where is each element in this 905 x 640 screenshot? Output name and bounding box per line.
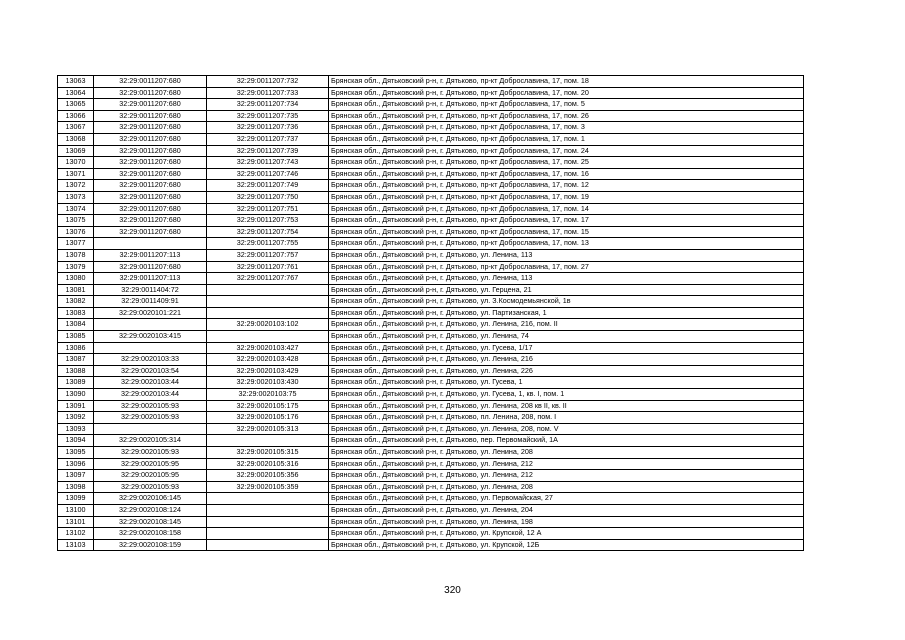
page-number: 320 <box>444 585 461 596</box>
row-number-cell: 13086 <box>58 342 94 354</box>
table-row <box>58 319 804 331</box>
address-cell: Брянская обл., Дятьковский р-н, г. Дятьково, ул. Ленина, 226 <box>329 365 804 377</box>
cadastral-number-cell <box>94 238 207 250</box>
row-number-cell: 13103 <box>58 539 94 551</box>
address-cell: Брянская обл., Дятьковский р-н, г. Дятьково, ул. Ленина, 198 <box>329 516 804 528</box>
cadastral-number-cell: 32:29:0011207:680 <box>94 215 207 227</box>
row-number-cell: 13063 <box>58 76 94 88</box>
address-cell: Брянская обл., Дятьковский р-н, г. Дятьково, пр-кт Доброславина, 17, пом. 12 <box>329 180 804 192</box>
property-table <box>57 75 804 551</box>
row-number-cell: 13083 <box>58 307 94 319</box>
cadastral-number-cell: 32:29:0011207:680 <box>94 157 207 169</box>
object-cadastral-number-cell: 32:29:0011207:751 <box>207 203 329 215</box>
object-cadastral-number-cell: 32:29:0011207:746 <box>207 168 329 180</box>
row-number-cell: 13067 <box>58 122 94 134</box>
table-body <box>58 76 804 551</box>
address-cell: Брянская обл., Дятьковский р-н, г. Дятьково, ул. Ленина, 216, пом. II <box>329 319 804 331</box>
row-number-cell: 13082 <box>58 296 94 308</box>
cadastral-number-cell: 32:29:0020108:145 <box>94 516 207 528</box>
address-cell: Брянская обл., Дятьковский р-н, г. Дятьково, ул. Крупской, 12 А <box>329 528 804 540</box>
object-cadastral-number-cell: 32:29:0011207:767 <box>207 273 329 285</box>
address-cell: Брянская обл., Дятьковский р-н, г. Дятьково, пр-кт Доброславина, 17, пом. 26 <box>329 110 804 122</box>
object-cadastral-number-cell: 32:29:0020103:429 <box>207 365 329 377</box>
object-cadastral-number-cell: 32:29:0011207:733 <box>207 87 329 99</box>
object-cadastral-number-cell <box>207 539 329 551</box>
object-cadastral-number-cell: 32:29:0011207:753 <box>207 215 329 227</box>
address-cell: Брянская обл., Дятьковский р-н, г. Дятьково, пр-кт Доброславина, 17, пом. 15 <box>329 226 804 238</box>
address-cell: Брянская обл., Дятьковский р-н, г. Дятьково, ул. Гусева, 1 <box>329 377 804 389</box>
table-row <box>58 400 804 412</box>
row-number-cell: 13095 <box>58 447 94 459</box>
table-row <box>58 539 804 551</box>
table-row <box>58 377 804 389</box>
cadastral-number-cell: 32:29:0011207:680 <box>94 76 207 88</box>
table-row <box>58 238 804 250</box>
object-cadastral-number-cell: 32:29:0011207:750 <box>207 191 329 203</box>
row-number-cell: 13087 <box>58 354 94 366</box>
address-cell: Брянская обл., Дятьковский р-н, г. Дятьково, ул. Крупской, 12Б <box>329 539 804 551</box>
cadastral-number-cell: 32:29:0020105:95 <box>94 470 207 482</box>
cadastral-number-cell: 32:29:0011207:680 <box>94 110 207 122</box>
address-cell: Брянская обл., Дятьковский р-н, г. Дятьково, пр-кт Доброславина, 17, пом. 17 <box>329 215 804 227</box>
table-row <box>58 493 804 505</box>
address-cell: Брянская обл., Дятьковский р-н, г. Дятьково, ул. Ленина, 113 <box>329 249 804 261</box>
cadastral-number-cell <box>94 319 207 331</box>
cadastral-number-cell: 32:29:0011207:680 <box>94 133 207 145</box>
address-cell: Брянская обл., Дятьковский р-н, г. Дятьково, пр-кт Доброславина, 17, пом. 3 <box>329 122 804 134</box>
table-row <box>58 215 804 227</box>
row-number-cell: 13085 <box>58 331 94 343</box>
cadastral-number-cell: 32:29:0011207:680 <box>94 191 207 203</box>
cadastral-number-cell: 32:29:0020105:314 <box>94 435 207 447</box>
row-number-cell: 13064 <box>58 87 94 99</box>
table-row <box>58 365 804 377</box>
row-number-cell: 13077 <box>58 238 94 250</box>
cadastral-number-cell: 32:29:0011207:680 <box>94 145 207 157</box>
address-cell: Брянская обл., Дятьковский р-н, г. Дятьково, пр-кт Доброславина, 17, пом. 25 <box>329 157 804 169</box>
table-row <box>58 203 804 215</box>
row-number-cell: 13099 <box>58 493 94 505</box>
address-cell: Брянская обл., Дятьковский р-н, г. Дятьково, ул. Гусева, 1, кв. I, пом. 1 <box>329 389 804 401</box>
address-cell: Брянская обл., Дятьковский р-н, г. Дятьково, пр-кт Доброславина, 17, пом. 24 <box>329 145 804 157</box>
object-cadastral-number-cell <box>207 528 329 540</box>
address-cell: Брянская обл., Дятьковский р-н, г. Дятьково, ул. Ленина, 208, пом. V <box>329 423 804 435</box>
cadastral-number-cell: 32:29:0020108:124 <box>94 504 207 516</box>
cadastral-number-cell: 32:29:0011207:680 <box>94 99 207 111</box>
cadastral-number-cell: 32:29:0011207:680 <box>94 122 207 134</box>
object-cadastral-number-cell: 32:29:0020105:175 <box>207 400 329 412</box>
address-cell: Брянская обл., Дятьковский р-н, г. Дятьково, ул. Партизанская, 1 <box>329 307 804 319</box>
cadastral-number-cell: 32:29:0011207:680 <box>94 226 207 238</box>
row-number-cell: 13101 <box>58 516 94 528</box>
row-number-cell: 13088 <box>58 365 94 377</box>
address-cell: Брянская обл., Дятьковский р-н, г. Дятьково, ул. Герцена, 21 <box>329 284 804 296</box>
object-cadastral-number-cell <box>207 284 329 296</box>
address-cell: Брянская обл., Дятьковский р-н, г. Дятьково, ул. Ленина, 74 <box>329 331 804 343</box>
table-row <box>58 180 804 192</box>
row-number-cell: 13065 <box>58 99 94 111</box>
row-number-cell: 13093 <box>58 423 94 435</box>
object-cadastral-number-cell <box>207 307 329 319</box>
table-row <box>58 157 804 169</box>
cadastral-number-cell: 32:29:0011207:113 <box>94 273 207 285</box>
row-number-cell: 13070 <box>58 157 94 169</box>
cadastral-number-cell: 32:29:0011207:680 <box>94 87 207 99</box>
table-row <box>58 331 804 343</box>
table-row <box>58 284 804 296</box>
table-row <box>58 470 804 482</box>
address-cell: Брянская обл., Дятьковский р-н, г. Дятьково, пл. Ленина, 208, пом. I <box>329 412 804 424</box>
cadastral-number-cell: 32:29:0020101:221 <box>94 307 207 319</box>
table-row <box>58 516 804 528</box>
cadastral-number-cell: 32:29:0011207:680 <box>94 261 207 273</box>
object-cadastral-number-cell <box>207 331 329 343</box>
table-row <box>58 76 804 88</box>
row-number-cell: 13078 <box>58 249 94 261</box>
address-cell: Брянская обл., Дятьковский р-н, г. Дятьково, пр-кт Доброславина, 17, пом. 1 <box>329 133 804 145</box>
table-row <box>58 389 804 401</box>
table-row <box>58 435 804 447</box>
address-cell: Брянская обл., Дятьковский р-н, г. Дятьково, ул. Ленина, 208 <box>329 447 804 459</box>
table-row <box>58 191 804 203</box>
cadastral-number-cell: 32:29:0020105:93 <box>94 400 207 412</box>
cadastral-number-cell: 32:29:0020105:93 <box>94 447 207 459</box>
cadastral-number-cell: 32:29:0011404:72 <box>94 284 207 296</box>
object-cadastral-number-cell <box>207 516 329 528</box>
cadastral-number-cell: 32:29:0011207:680 <box>94 168 207 180</box>
object-cadastral-number-cell: 32:29:0020103:430 <box>207 377 329 389</box>
table-row <box>58 342 804 354</box>
object-cadastral-number-cell: 32:29:0011207:739 <box>207 145 329 157</box>
address-cell: Брянская обл., Дятьковский р-н, г. Дятьково, пер. Первомайский, 1А <box>329 435 804 447</box>
cadastral-number-cell <box>94 423 207 435</box>
cadastral-number-cell: 32:29:0020103:54 <box>94 365 207 377</box>
table-row <box>58 110 804 122</box>
object-cadastral-number-cell: 32:29:0020105:359 <box>207 481 329 493</box>
address-cell: Брянская обл., Дятьковский р-н, г. Дятьково, пр-кт Доброславина, 17, пом. 19 <box>329 191 804 203</box>
row-number-cell: 13080 <box>58 273 94 285</box>
object-cadastral-number-cell: 32:29:0020103:102 <box>207 319 329 331</box>
table-row <box>58 307 804 319</box>
object-cadastral-number-cell <box>207 493 329 505</box>
object-cadastral-number-cell: 32:29:0011207:755 <box>207 238 329 250</box>
address-cell: Брянская обл., Дятьковский р-н, г. Дятьково, пр-кт Доброславина, 17, пом. 20 <box>329 87 804 99</box>
row-number-cell: 13102 <box>58 528 94 540</box>
address-cell: Брянская обл., Дятьковский р-н, г. Дятьково, ул. Ленина, 212 <box>329 470 804 482</box>
cadastral-number-cell: 32:29:0011409:91 <box>94 296 207 308</box>
table-row <box>58 145 804 157</box>
object-cadastral-number-cell: 32:29:0011207:732 <box>207 76 329 88</box>
object-cadastral-number-cell: 32:29:0020105:315 <box>207 447 329 459</box>
row-number-cell: 13075 <box>58 215 94 227</box>
table-row <box>58 249 804 261</box>
object-cadastral-number-cell: 32:29:0011207:754 <box>207 226 329 238</box>
row-number-cell: 13089 <box>58 377 94 389</box>
object-cadastral-number-cell: 32:29:0011207:735 <box>207 110 329 122</box>
object-cadastral-number-cell: 32:29:0011207:737 <box>207 133 329 145</box>
row-number-cell: 13071 <box>58 168 94 180</box>
row-number-cell: 13073 <box>58 191 94 203</box>
cadastral-number-cell <box>94 342 207 354</box>
object-cadastral-number-cell: 32:29:0020103:75 <box>207 389 329 401</box>
row-number-cell: 13100 <box>58 504 94 516</box>
address-cell: Брянская обл., Дятьковский р-н, г. Дятьково, ул. Ленина, 204 <box>329 504 804 516</box>
table-row <box>58 273 804 285</box>
object-cadastral-number-cell: 32:29:0020103:427 <box>207 342 329 354</box>
address-cell: Брянская обл., Дятьковский р-н, г. Дятьково, ул. Ленина, 113 <box>329 273 804 285</box>
address-cell: Брянская обл., Дятьковский р-н, г. Дятьково, пр-кт Доброславина, 17, пом. 14 <box>329 203 804 215</box>
object-cadastral-number-cell: 32:29:0011207:734 <box>207 99 329 111</box>
table-row <box>58 354 804 366</box>
table-row <box>58 87 804 99</box>
address-cell: Брянская обл., Дятьковский р-н, г. Дятьково, пр-кт Доброславина, 17, пом. 16 <box>329 168 804 180</box>
object-cadastral-number-cell <box>207 296 329 308</box>
cadastral-number-cell: 32:29:0011207:680 <box>94 180 207 192</box>
object-cadastral-number-cell: 32:29:0011207:761 <box>207 261 329 273</box>
row-number-cell: 13074 <box>58 203 94 215</box>
address-cell: Брянская обл., Дятьковский р-н, г. Дятьково, ул. Ленина, 212 <box>329 458 804 470</box>
object-cadastral-number-cell: 32:29:0011207:757 <box>207 249 329 261</box>
object-cadastral-number-cell: 32:29:0011207:743 <box>207 157 329 169</box>
row-number-cell: 13096 <box>58 458 94 470</box>
object-cadastral-number-cell <box>207 435 329 447</box>
object-cadastral-number-cell: 32:29:0020105:316 <box>207 458 329 470</box>
address-cell: Брянская обл., Дятьковский р-н, г. Дятьково, пр-кт Доброславина, 17, пом. 13 <box>329 238 804 250</box>
address-cell: Брянская обл., Дятьковский р-н, г. Дятьково, ул. Ленина, 208 <box>329 481 804 493</box>
address-cell: Брянская обл., Дятьковский р-н, г. Дятьково, пр-кт Доброславина, 17, пом. 18 <box>329 76 804 88</box>
cadastral-number-cell: 32:29:0011207:680 <box>94 203 207 215</box>
row-number-cell: 13066 <box>58 110 94 122</box>
table-row <box>58 481 804 493</box>
address-cell: Брянская обл., Дятьковский р-н, г. Дятьково, ул. Гусева, 1/17 <box>329 342 804 354</box>
cadastral-number-cell: 32:29:0020105:93 <box>94 481 207 493</box>
table-row <box>58 168 804 180</box>
cadastral-number-cell: 32:29:0020105:95 <box>94 458 207 470</box>
row-number-cell: 13072 <box>58 180 94 192</box>
row-number-cell: 13092 <box>58 412 94 424</box>
table-row <box>58 458 804 470</box>
row-number-cell: 13094 <box>58 435 94 447</box>
cadastral-number-cell: 32:29:0020103:415 <box>94 331 207 343</box>
row-number-cell: 13069 <box>58 145 94 157</box>
table-row <box>58 122 804 134</box>
cadastral-number-cell: 32:29:0020106:145 <box>94 493 207 505</box>
row-number-cell: 13081 <box>58 284 94 296</box>
table-row <box>58 528 804 540</box>
table-row <box>58 296 804 308</box>
cadastral-number-cell: 32:29:0020103:44 <box>94 389 207 401</box>
address-cell: Брянская обл., Дятьковский р-н, г. Дятьково, ул. З.Космодемьянской, 1в <box>329 296 804 308</box>
table-row <box>58 226 804 238</box>
cadastral-number-cell: 32:29:0020105:93 <box>94 412 207 424</box>
cadastral-number-cell: 32:29:0020108:159 <box>94 539 207 551</box>
row-number-cell: 13076 <box>58 226 94 238</box>
table-row <box>58 447 804 459</box>
object-cadastral-number-cell: 32:29:0011207:736 <box>207 122 329 134</box>
address-cell: Брянская обл., Дятьковский р-н, г. Дятьково, ул. Ленина, 208 кв II, кв. II <box>329 400 804 412</box>
object-cadastral-number-cell <box>207 504 329 516</box>
row-number-cell: 13084 <box>58 319 94 331</box>
object-cadastral-number-cell: 32:29:0020103:428 <box>207 354 329 366</box>
cadastral-number-cell: 32:29:0020103:44 <box>94 377 207 389</box>
table-row <box>58 412 804 424</box>
row-number-cell: 13079 <box>58 261 94 273</box>
row-number-cell: 13098 <box>58 481 94 493</box>
address-cell: Брянская обл., Дятьковский р-н, г. Дятьково, пр-кт Доброславина, 17, пом. 27 <box>329 261 804 273</box>
row-number-cell: 13097 <box>58 470 94 482</box>
address-cell: Брянская обл., Дятьковский р-н, г. Дятьково, пр-кт Доброславина, 17, пом. 5 <box>329 99 804 111</box>
row-number-cell: 13091 <box>58 400 94 412</box>
object-cadastral-number-cell: 32:29:0020105:313 <box>207 423 329 435</box>
address-cell: Брянская обл., Дятьковский р-н, г. Дятьково, ул. Первомайская, 27 <box>329 493 804 505</box>
cadastral-number-cell: 32:29:0020103:33 <box>94 354 207 366</box>
table-row <box>58 504 804 516</box>
table-row <box>58 99 804 111</box>
object-cadastral-number-cell: 32:29:0020105:176 <box>207 412 329 424</box>
object-cadastral-number-cell: 32:29:0011207:749 <box>207 180 329 192</box>
table-row <box>58 423 804 435</box>
object-cadastral-number-cell: 32:29:0020105:356 <box>207 470 329 482</box>
cadastral-number-cell: 32:29:0020108:158 <box>94 528 207 540</box>
address-cell: Брянская обл., Дятьковский р-н, г. Дятьково, ул. Ленина, 216 <box>329 354 804 366</box>
table-row <box>58 261 804 273</box>
cadastral-number-cell: 32:29:0011207:113 <box>94 249 207 261</box>
row-number-cell: 13090 <box>58 389 94 401</box>
table-row <box>58 133 804 145</box>
row-number-cell: 13068 <box>58 133 94 145</box>
